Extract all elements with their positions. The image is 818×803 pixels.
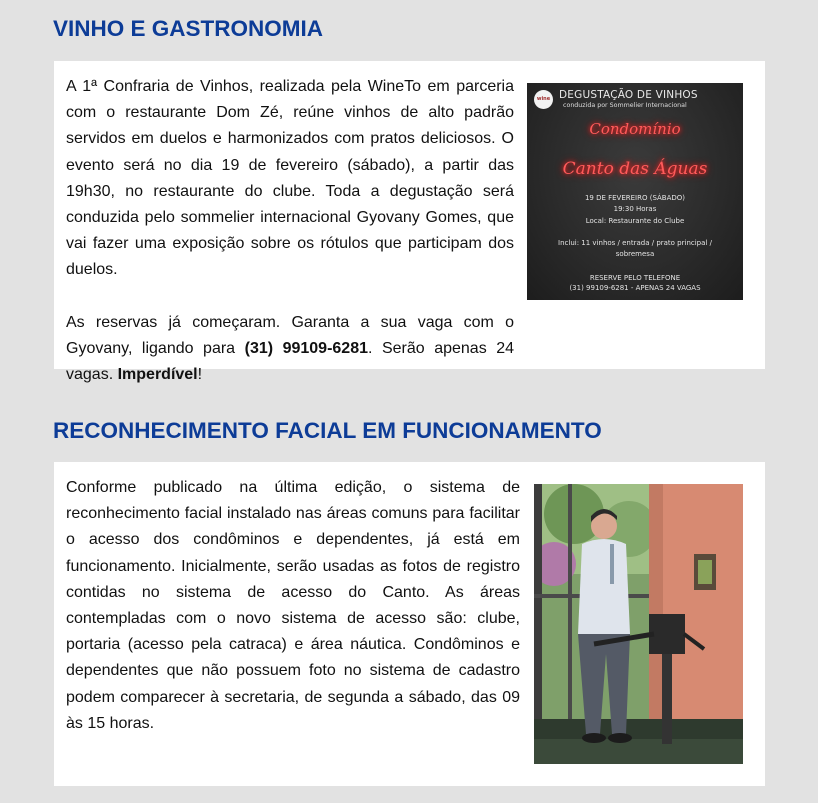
- facial-recognition-photo: [534, 484, 743, 764]
- flyer-includes-1: Inclui: 11 vinhos / entrada / prato principal /: [558, 239, 712, 247]
- facial-paragraph-1: Conforme publicado na última edição, o sistema de reconhecimento facial instalado nas áreas comuns para facilitar o acesso dos condôminos e dependentes, já está em funcionamento. Inicialmente, serão usadas as fotos de registro contidas no sistema de acesso do Canto. As áreas contempladas com o novo sistema de acesso são: clube, portaria (acesso pela catraca) e área náutica. Condôminos e dependentes que não possuem foto no sistema de cadastro podem comparecer à secretaria, de segunda a sábado, das 09 às 15 horas.: [66, 479, 520, 732]
- flyer-subtitle: conduzida por Sommelier Internacional: [563, 102, 687, 109]
- section-title-wine: VINHO E GASTRONOMIA: [53, 16, 324, 41]
- flyer-date: 19 DE FEVEREIRO (SÁBADO): [584, 194, 686, 202]
- phone-number: (31) 99109-6281: [244, 339, 369, 357]
- flyer-location: Local: Restaurante do Clube: [585, 217, 685, 225]
- wine-article-text: [66, 74, 514, 388]
- flyer-reserve-1: RESERVE PELO TELEFONE: [589, 274, 681, 282]
- flyer-includes-2: sobremesa: [615, 250, 655, 258]
- wine-tasting-flyer-image: [527, 83, 743, 300]
- facial-article-card: [54, 462, 765, 786]
- wine-article-card: [54, 61, 765, 384]
- section-title-facial: RECONHECIMENTO FACIAL EM FUNCIONAMENTO: [53, 418, 602, 443]
- flyer-neon-canto: Canto das Águas: [562, 159, 708, 179]
- emphasis-text: Imperdível: [117, 366, 198, 384]
- flyer-reserve-2: (31) 99109-6281 - APENAS 24 VAGAS: [569, 284, 701, 292]
- flyer-time: 19:30 Horas: [613, 205, 657, 213]
- wine-paragraph-1: A 1ª Confraria de Vinhos, realizada pela WineTo em parceria com o restaurante Dom Zé, reúne vinhos de alto padrão servidos em duelos e harmonizados com pratos deliciosos. O evento será no dia 19 de fevereiro (sábado), a partir das 19h30, no restaurante do clube. Toda a degustação será conduzida pelo sommelier internacional Gyovany Gomes, que vai fazer uma exposição sobre os rótulos que participam dos duelos.: [66, 78, 514, 279]
- wine-logo: wine: [534, 90, 553, 109]
- facial-article-text: [66, 475, 520, 737]
- flyer-neon-condominio: Condomínio: [589, 120, 681, 138]
- flyer-title: DEGUSTAÇÃO DE VINHOS: [559, 89, 698, 101]
- wine-paragraph-2: As reservas já começaram. Garanta a sua vaga com o Gyovany, ligando para (31) 99109-6281. Serão apenas 24 vagas. Imperdível!: [66, 313, 515, 384]
